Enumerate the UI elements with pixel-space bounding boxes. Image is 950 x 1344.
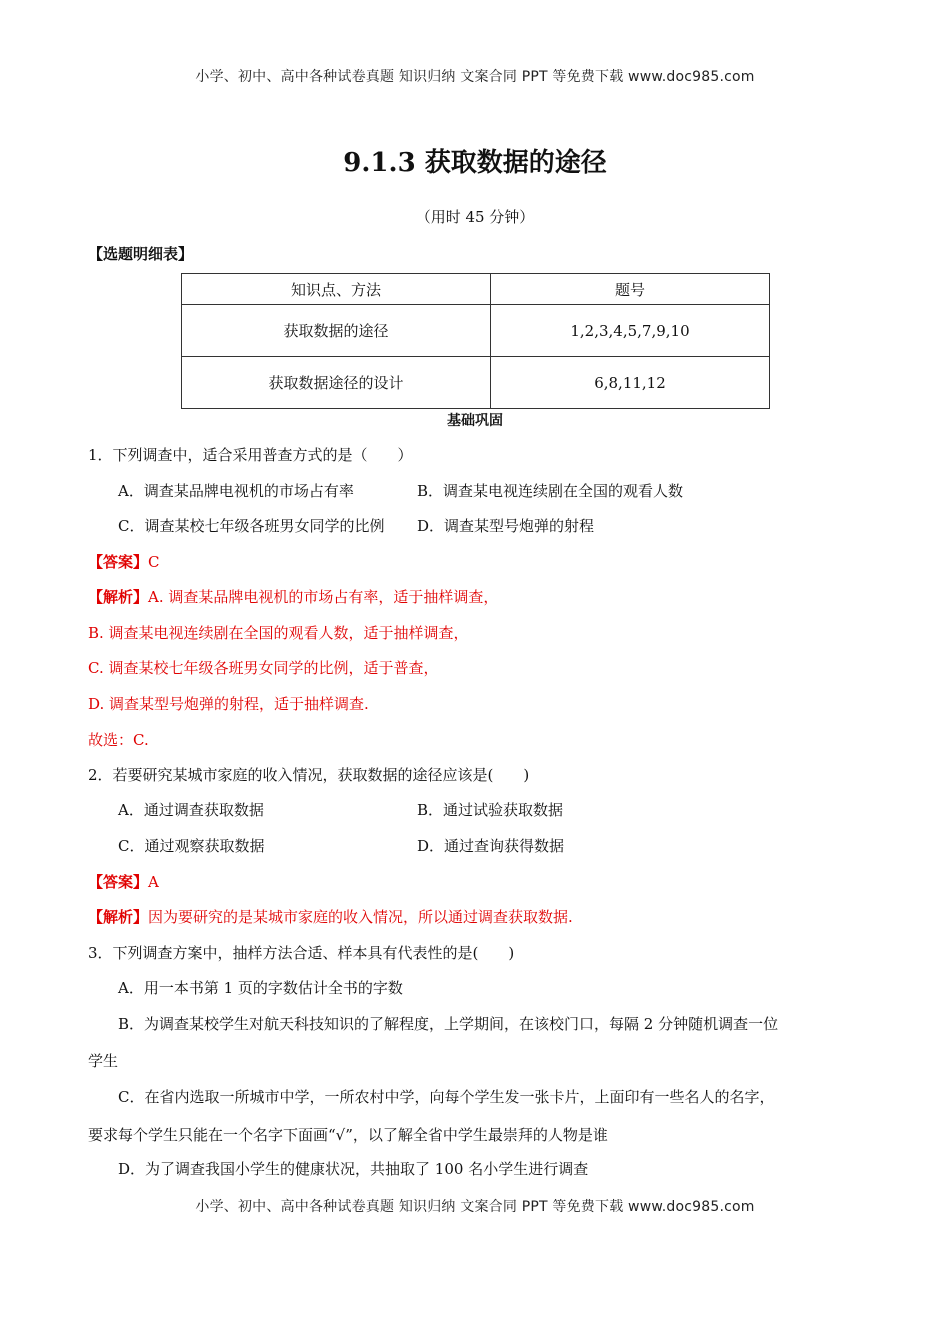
answer-value: A (148, 873, 159, 891)
page-footer: 小学、初中、高中各种试卷真题 知识归纳 文案合同 PPT 等免费下载 www.doc985.com (195, 1199, 755, 1215)
topic-detail-table (181, 273, 770, 409)
answer-tag: 【答案】 (88, 873, 149, 891)
question-3-option-c-cont: 要求每个学生只能在一个名字下面画“√”，以了解全省中学生最崇拜的人物是谁 (88, 1126, 608, 1144)
question-1-stem: 1．下列调查中，适合采用普查方式的是（ ） (88, 446, 413, 464)
question-3-option-b-cont: 学生 (88, 1052, 119, 1070)
question-2-stem: 2．若要研究某城市家庭的收入情况，获取数据的途径应该是( ) (88, 766, 530, 784)
answer-value: C (148, 553, 160, 571)
table-row (182, 305, 770, 357)
question-2-answer (88, 871, 159, 892)
question-3-stem: 3．下列调查方案中，抽样方法合适、样本具有代表性的是( ) (88, 944, 515, 962)
question-2-option-a: A．通过调查获取数据 (118, 801, 264, 819)
table-header-cell: 知识点、方法 (182, 274, 491, 305)
section-heading: 基础巩固 (447, 413, 503, 429)
analysis-text: 因为要研究的是某城市家庭的收入情况，所以通过调查获取数据. (148, 908, 573, 926)
table-header-cell: 题号 (491, 274, 770, 305)
question-1-option-d: D．调查某型号炮弹的射程 (417, 517, 595, 535)
table-cell: 6,8,11,12 (491, 357, 770, 409)
table-cell: 1,2,3,4,5,7,9,10 (491, 305, 770, 357)
table-cell: 获取数据途径的设计 (182, 357, 491, 409)
question-1-answer (88, 551, 160, 572)
analysis-tag: 【解析】 (88, 588, 149, 606)
table-header-row (182, 274, 770, 305)
question-2-option-b: B．通过试验获取数据 (417, 801, 564, 819)
page-title: 9.1.3 获取数据的途径 (343, 148, 607, 178)
table-row (182, 357, 770, 409)
question-2-option-c: C．通过观察获取数据 (118, 837, 265, 855)
question-2-analysis (88, 906, 573, 927)
time-limit: （用时 45 分钟） (415, 208, 535, 226)
question-2-option-d: D．通过查询获得数据 (417, 837, 565, 855)
question-1-analysis-line: D. 调查某型号炮弹的射程，适于抽样调查. (88, 695, 369, 713)
question-3-option-b: B．为调查某校学生对航天科技知识的了解程度，上学期间，在该校门口，每隔 2 分钟随机调查一位 (118, 1015, 779, 1033)
question-1-option-a: A．调查某品牌电视机的市场占有率 (118, 482, 354, 500)
table-cell: 获取数据的途径 (182, 305, 491, 357)
question-1-option-c: C．调查某校七年级各班男女同学的比例 (118, 517, 385, 535)
analysis-text: A. 调查某品牌电视机的市场占有率，适于抽样调查， (148, 588, 499, 606)
question-3-option-d: D．为了调查我国小学生的健康状况，共抽取了 100 名小学生进行调查 (118, 1160, 589, 1178)
question-3-option-a: A．用一本书第 1 页的字数估计全书的字数 (118, 979, 403, 997)
question-1-analysis-line: B. 调查某电视连续剧在全国的观看人数，适于抽样调查， (88, 624, 469, 642)
question-1-analysis-line (88, 586, 498, 607)
analysis-tag: 【解析】 (88, 908, 149, 926)
question-1-analysis-line: C. 调查某校七年级各班男女同学的比例，适于普查， (88, 659, 439, 677)
page-header: 小学、初中、高中各种试卷真题 知识归纳 文案合同 PPT 等免费下载 www.doc985.com (195, 69, 755, 85)
question-1-option-b: B．调查某电视连续剧在全国的观看人数 (417, 482, 684, 500)
question-1-conclusion: 故选：C. (88, 731, 149, 749)
question-3-option-c: C．在省内选取一所城市中学，一所农村中学，向每个学生发一张卡片，上面印有一些名人的名字， (118, 1088, 775, 1106)
detail-table-label: 【选题明细表】 (88, 245, 194, 263)
answer-tag: 【答案】 (88, 553, 149, 571)
